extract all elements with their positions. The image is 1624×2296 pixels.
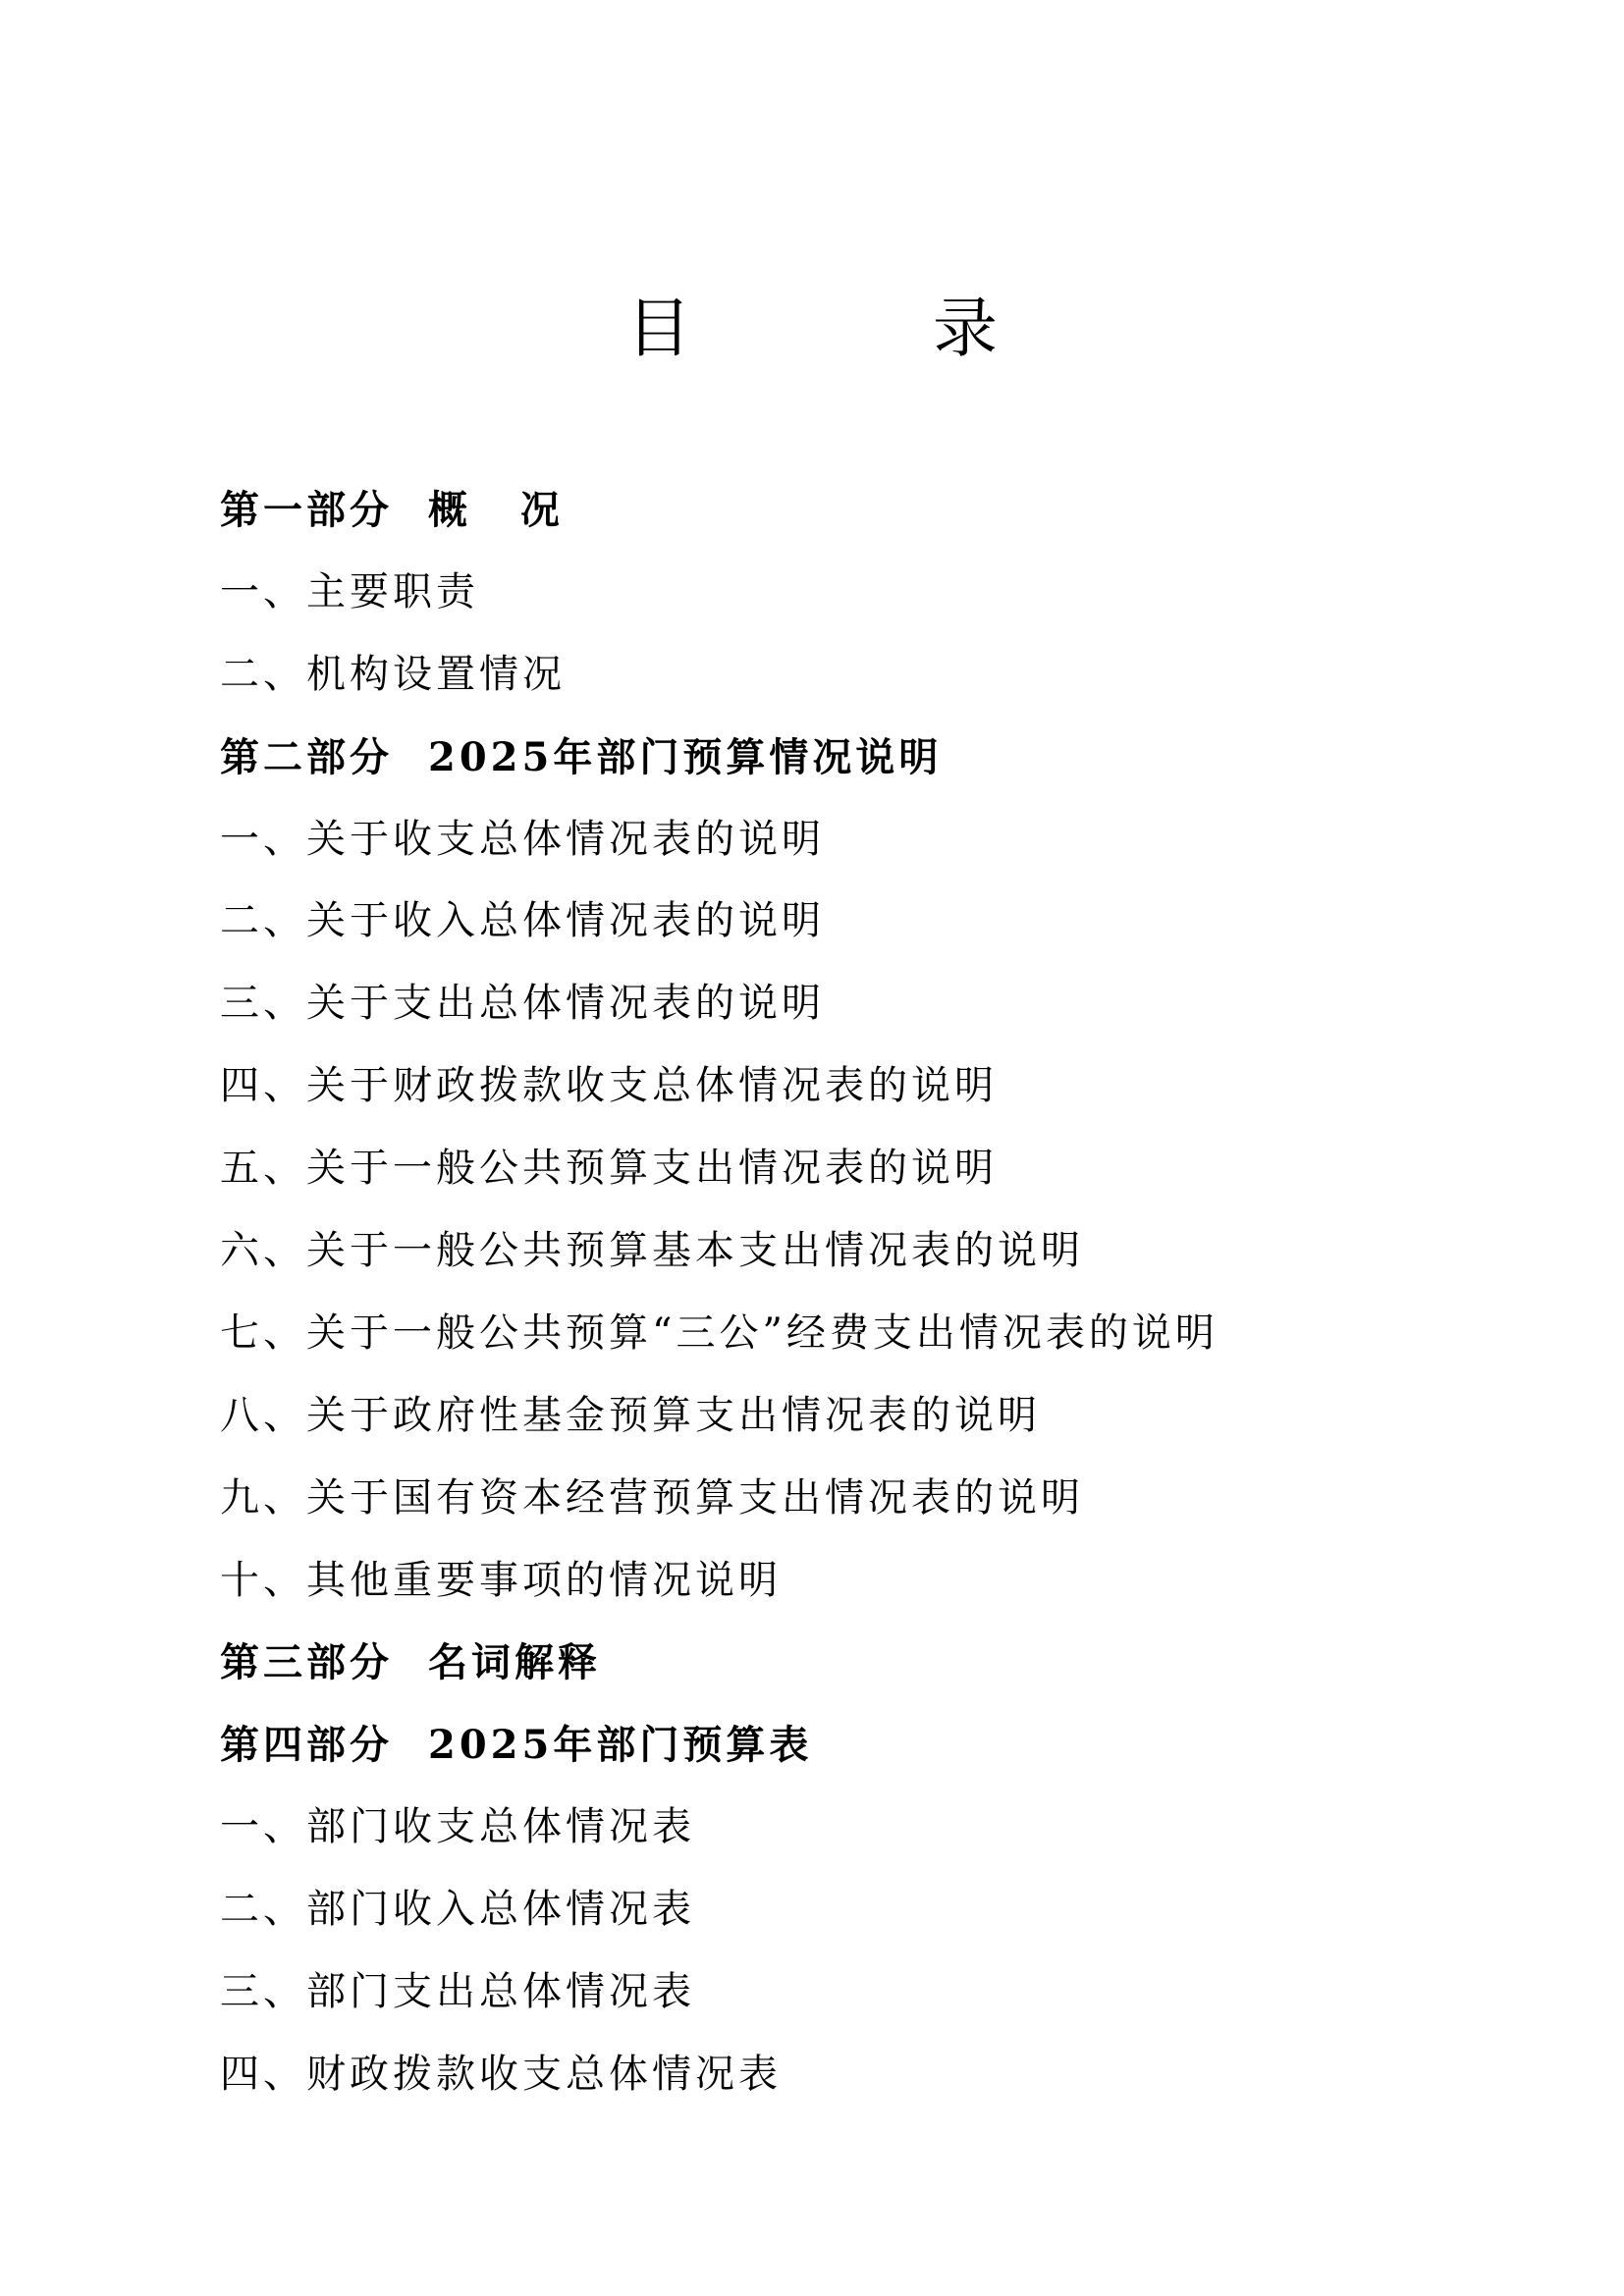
part-label: 第一部分 [220,487,393,533]
toc-part-3[interactable] [220,1622,1496,1704]
part-label: 第四部分 [220,1722,393,1769]
table-of-contents [220,469,1496,2116]
toc-item[interactable]: 八、关于政府性基金预算支出情况表的说明 [220,1392,1041,1438]
toc-item[interactable]: 五、关于一般公共预算支出情况表的说明 [220,1146,998,1192]
toc-part-1[interactable] [220,469,1496,552]
toc-item[interactable]: 一、主要职责 [220,568,479,614]
toc-item[interactable]: 三、关于支出总体情况表的说明 [220,981,825,1027]
toc-part-2[interactable] [220,717,1496,799]
part-title: 2025年部门预算情况说明 [428,733,943,780]
toc-item[interactable]: 四、财政拨款收支总体情况表 [220,2051,782,2097]
toc-title: 目 录 [626,291,1086,366]
part-title: 概 况 [428,487,579,533]
toc-part-4[interactable] [220,1704,1496,1787]
part-title: 2025年部门预算表 [428,1722,813,1769]
toc-item[interactable]: 二、部门收入总体情况表 [220,1887,695,1933]
toc-item[interactable]: 二、机构设置情况 [220,651,566,697]
part-label: 第三部分 [220,1639,393,1686]
part-label: 第二部分 [220,733,393,780]
toc-item[interactable]: 一、关于收支总体情况表的说明 [220,816,825,862]
toc-item[interactable]: 七、关于一般公共预算“三公”经费支出情况表的说明 [220,1309,1218,1356]
toc-item[interactable]: 一、部门收支总体情况表 [220,1804,695,1850]
part-title: 名词解释 [428,1639,601,1686]
toc-item[interactable]: 十、其他重要事项的情况说明 [220,1557,782,1603]
toc-item[interactable]: 四、关于财政拨款收支总体情况表的说明 [220,1063,998,1109]
toc-item[interactable]: 三、部门支出总体情况表 [220,1969,695,2015]
toc-item[interactable]: 二、关于收入总体情况表的说明 [220,898,825,944]
toc-item[interactable]: 六、关于一般公共预算基本支出情况表的说明 [220,1228,1084,1274]
toc-item[interactable]: 九、关于国有资本经营预算支出情况表的说明 [220,1474,1084,1521]
